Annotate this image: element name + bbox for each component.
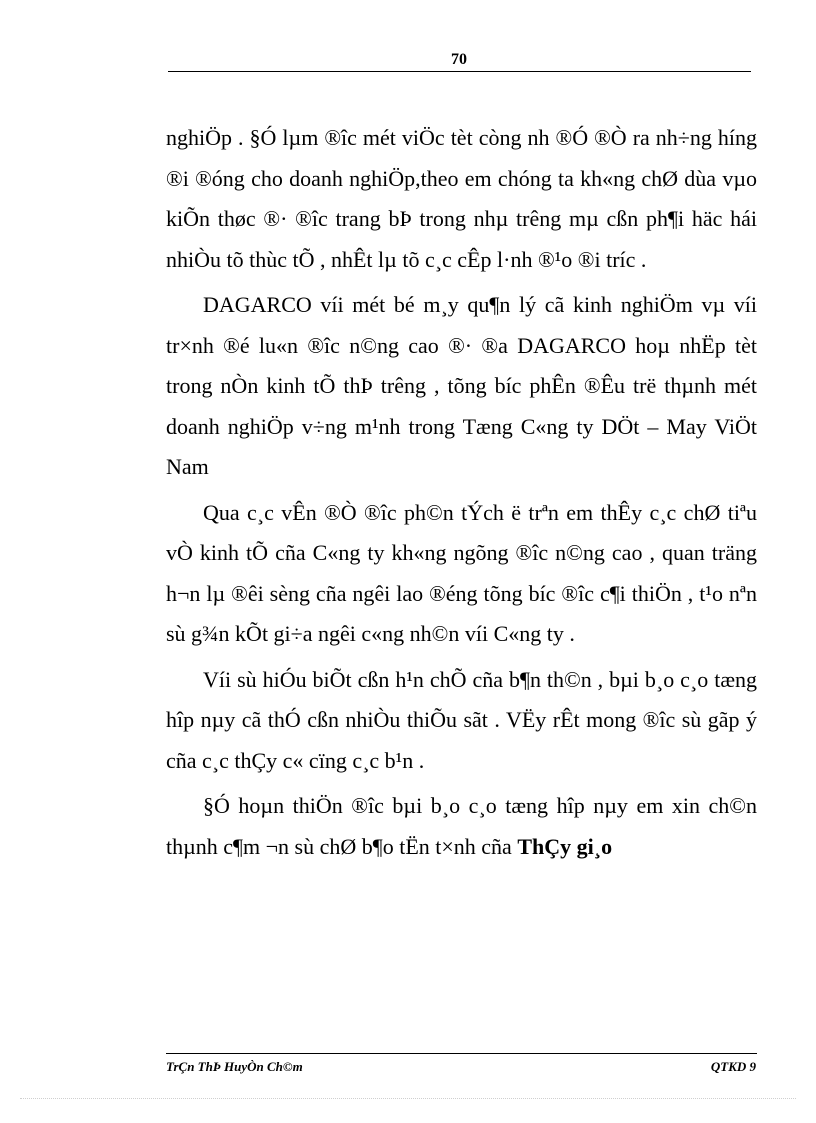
- paragraph-5-bold: ThÇy gi¸o: [517, 833, 613, 859]
- page-edge-dots: [20, 1098, 796, 1099]
- paragraph-3: Qua c¸c vÊn ®Ò ®îc ph©n tÝch ë trªn em thÊy c¸c chØ tiªu vÒ kinh tÕ cña C«ng ty kh«ng ngõng ®îc n©ng cao , quan träng h¬n lµ ®êi sèng cña ngêi lao ®éng tõng bíc ®îc c¶i thiÖn , t¹o nªn sù g¾n kÕt gi÷a ngêi c«ng nh©n víi C«ng ty .: [166, 499, 757, 646]
- paragraph-5-text: §Ó hoµn thiÖn ®îc bµi b¸o c¸o tæng hîp nµy em xin ch©n thµnh c¶m ¬n sù chØ b¶o tËn t×nh cña: [166, 793, 757, 859]
- paragraph-5: [166, 786, 757, 867]
- header-rule: [168, 71, 751, 72]
- body-text: [166, 118, 757, 867]
- footer-class: QTKD 9: [710, 1059, 756, 1074]
- page-number: 70: [451, 51, 467, 68]
- footer-rule: [166, 1053, 757, 1054]
- paragraph-1: nghiÖp . §Ó lµm ®îc mét viÖc tèt còng nh ®Ó ®Ò ra nh÷ng híng ®i ®óng cho doanh nghiÖp,theo em chóng ta kh«ng chØ dùa vµo kiÕn thøc ®· ®îc trang bÞ trong nhµ trêng mµ cßn ph¶i häc hái nhiÒu tõ thùc tÕ , nhÊt lµ tõ c¸c cÊp l·nh ®¹o ®i tríc .: [166, 125, 757, 272]
- paragraph-4: Víi sù hiÓu biÕt cßn h¹n chÕ cña b¶n th©n , bµi b¸o c¸o tæng hîp nµy cã thÓ cßn nhiÒu thiÕu sãt . VËy rÊt mong ®îc sù gãp ý cña c¸c thÇy c« cïng c¸c b¹n .: [166, 666, 757, 773]
- footer-author: TrÇn ThÞ HuyÒn Ch©m: [166, 1059, 303, 1074]
- paragraph-2: DAGARCO víi mét bé m¸y qu¶n lý cã kinh nghiÖm vµ víi tr×nh ®é lu«n ®îc n©ng cao ®· ®a DAGARCO hoµ nhËp tèt trong nÒn kinh tÕ thÞ trêng , tõng bíc phÊn ®Êu trë thµnh mét doanh nghiÖp v÷ng m¹nh trong Tæng C«ng ty DÖt – May ViÖt Nam: [166, 292, 757, 479]
